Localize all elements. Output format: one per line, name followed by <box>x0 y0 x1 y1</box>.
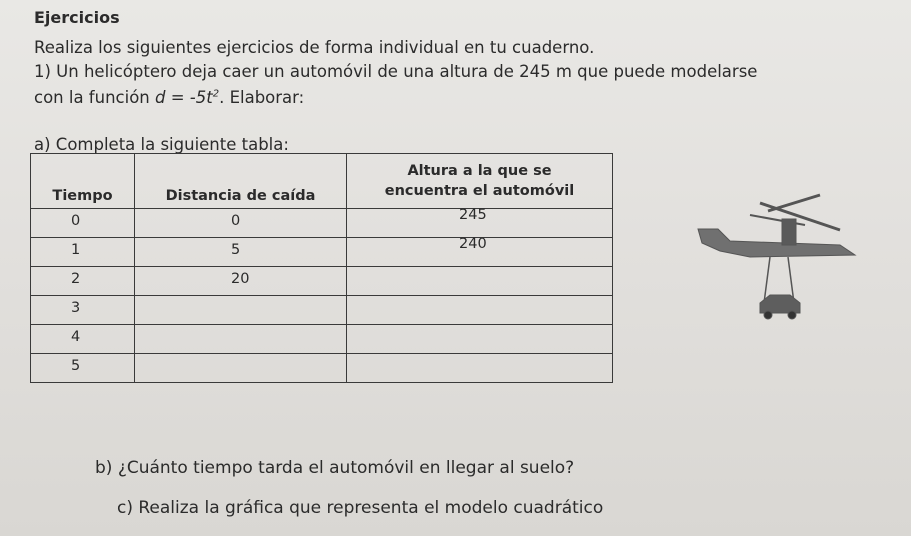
problem-line-2-suffix: . Elaborar: <box>219 88 305 107</box>
cell-tiempo-value: 0 <box>71 213 81 229</box>
cell-tiempo <box>31 267 135 296</box>
problem-line-2-prefix: con la función <box>34 88 155 107</box>
car-icon <box>760 295 800 313</box>
formula <box>155 88 219 107</box>
header-distancia: Distancia de caída <box>135 154 347 209</box>
header-altura: Altura a la que se encuentra el automóvil <box>347 154 613 209</box>
table-row <box>31 296 613 325</box>
cell-tiempo <box>31 354 135 383</box>
cell-tiempo-value: 5 <box>71 358 81 374</box>
cell-tiempo <box>31 238 135 267</box>
data-table <box>30 153 613 383</box>
cell-altura <box>347 354 613 383</box>
cell-distancia <box>135 267 347 296</box>
problem-line-1: 1) Un helicóptero deja caer un automóvil de una altura de 245 m que puede modelarse <box>34 62 758 81</box>
question-b: b) ¿Cuánto tiempo tarda el automóvil en llegar al suelo? <box>95 458 575 478</box>
cell-distancia <box>135 354 347 383</box>
cell-tiempo <box>31 296 135 325</box>
cell-distancia-value: 20 <box>231 271 250 287</box>
helicopter-engine <box>782 219 796 245</box>
rotor-blade <box>760 203 840 230</box>
table-row <box>31 209 613 238</box>
formula-exponent: 2 <box>212 88 220 100</box>
cell-tiempo <box>31 209 135 238</box>
table-row <box>31 238 613 267</box>
cell-distancia <box>135 209 347 238</box>
wheel-icon <box>788 311 796 319</box>
cell-distancia <box>135 325 347 354</box>
header-tiempo: Tiempo <box>31 154 135 209</box>
helicopter-car-illustration <box>690 185 870 325</box>
table-row <box>31 325 613 354</box>
cell-altura <box>347 267 613 296</box>
cell-distancia-value: 5 <box>231 242 241 258</box>
cell-altura <box>347 238 613 267</box>
cell-altura <box>347 296 613 325</box>
rotor-blade <box>768 195 820 211</box>
table-row <box>31 354 613 383</box>
cell-distancia <box>135 296 347 325</box>
cell-altura <box>347 325 613 354</box>
cell-tiempo-value: 1 <box>71 242 81 258</box>
heading: Ejercicios <box>34 8 120 27</box>
cell-altura-value: 240 <box>459 236 487 252</box>
table-row <box>31 267 613 296</box>
cell-distancia-value: 0 <box>231 213 241 229</box>
cell-tiempo-value: 2 <box>71 271 81 287</box>
cell-tiempo-value: 4 <box>71 329 81 345</box>
intro-text: Realiza los siguientes ejercicios de forma individual en tu cuaderno. <box>34 38 595 57</box>
cell-distancia <box>135 238 347 267</box>
cell-tiempo <box>31 325 135 354</box>
helicopter-body <box>698 229 855 257</box>
wheel-icon <box>764 311 772 319</box>
formula-base: d = -5t <box>155 88 213 107</box>
cell-tiempo-value: 3 <box>71 300 81 316</box>
cell-altura-value: 245 <box>459 207 487 223</box>
table-header-row <box>31 154 613 209</box>
problem-line-2 <box>34 88 304 107</box>
question-a: a) Completa la siguiente tabla: <box>34 135 289 154</box>
question-c: c) Realiza la gráfica que representa el modelo cuadrático <box>117 498 604 518</box>
cell-altura <box>347 209 613 238</box>
